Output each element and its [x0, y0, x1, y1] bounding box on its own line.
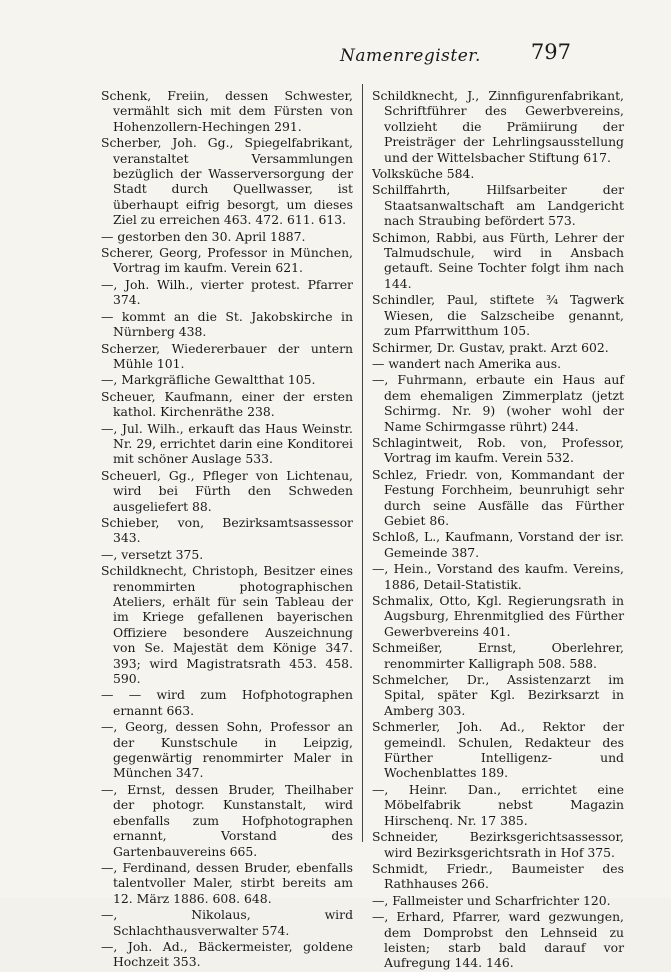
index-entry: —, Hein., Vorstand des kaufm. Vereins, 1886, Detail-Statistik.: [372, 561, 624, 592]
index-entry: —, Ferdinand, dessen Bruder, ebenfalls talentvoller Maler, stirbt bereits am 12. März 1886. 608. 648.: [101, 859, 353, 906]
index-entry: Scherer, Georg, Professor in München, Vortrag im kaufm. Verein 621.: [101, 245, 353, 276]
index-entry: Schimon, Rabbi, aus Fürth, Lehrer der Talmudschule, wird in Ansbach getauft. Seine Tochter folgt ihm nach 144.: [372, 229, 624, 291]
index-entry: Schilffahrth, Hilfsarbeiter der Staatsanwaltschaft am Landgericht nach Straubing befördert 573.: [372, 182, 624, 229]
index-entry: — wandert nach Amerika aus.: [372, 355, 562, 371]
index-entry: Schenk, Freiin, dessen Schwester, vermählt sich mit dem Fürsten von Hohenzollern-Hechingen 291.: [101, 88, 353, 134]
index-entry: Schirmer, Dr. Gustav, prakt. Arzt 602.: [372, 339, 609, 355]
index-entry: Schmidt, Friedr., Baumeister des Rathhauses 266.: [372, 860, 624, 892]
index-entry: Schneider, Bezirksgerichtsassessor, wird Bezirksgerichtsrath in Hof 375.: [372, 829, 624, 860]
index-entry: Schmelcher, Dr., Assistenzarzt im Spital, später Kgl. Bezirksarzt in Amberg 303.: [372, 672, 624, 718]
index-entry: —, Markgräfliche Gewaltthat 105.: [101, 372, 316, 388]
index-entry: Schmeißer, Ernst, Oberlehrer, renommirter Kalligraph 508. 588.: [372, 640, 624, 671]
index-entry: Scherber, Joh. Gg., Spiegelfabrikant, veranstaltet Versammlungen bezüglich der Wasserversorgung der Stadt durch Quellwasser, ist überhaupt eifrig besorgt, um dieses Ziel zu erreichen 463. 472. 611. 613.: [101, 135, 353, 228]
index-entry: —, Jul. Wilh., erkauft das Haus Weinstr. Nr. 29, errichtet darin eine Konditorei mit schöner Auslage 533.: [101, 420, 353, 467]
index-entry: Schlagintweit, Rob. von, Professor, Vortrag im kaufm. Verein 532.: [372, 434, 624, 466]
index-entry: Scheuer, Kaufmann, einer der ersten kathol. Kirchenräthe 238.: [101, 388, 353, 420]
index-entry: — — wird zum Hofphotographen ernannt 663.: [101, 687, 353, 718]
index-entry: —, Fuhrmann, erbaute ein Haus auf dem ehemaligen Zimmerplatz (jetzt Schirmg. Nr. 9) (woher wohl der Name Schirmgasse rührt) 244.: [372, 372, 624, 434]
index-entry: —, versetzt 375.: [101, 546, 204, 562]
page-header: [100, 40, 571, 70]
column-divider: [362, 84, 363, 842]
index-entry: Schloß, L., Kaufmann, Vorstand der isr. Gemeinde 387.: [372, 529, 624, 560]
left-column: [101, 88, 353, 971]
index-entry: Schmerler, Joh. Ad., Rektor der gemeindl. Schulen, Redakteur des Fürther Intelligenz- und Wochenblattes 189.: [372, 719, 624, 781]
index-entry: —, Joh. Wilh., vierter protest. Pfarrer 374.: [101, 276, 353, 308]
index-entry: Scheuerl, Gg., Pfleger von Lichtenau, wird bei Fürth den Schweden ausgeliefert 88.: [101, 467, 353, 514]
index-entry: —, Ernst, dessen Bruder, Theilhaber der photogr. Kunstanstalt, wird ebenfalls zum Hofphotographen ernannt, Vorstand des Gartenbauvereins 665.: [101, 781, 353, 859]
index-entry: Schmalix, Otto, Kgl. Regierungsrath in Augsburg, Ehrenmitglied des Fürther Gewerbvereins 401.: [372, 593, 624, 639]
index-entry: Volksküche 584.: [372, 166, 475, 182]
index-entry: Schildknecht, Christoph, Besitzer eines renommirten photographischen Ateliers, erhält für sein Tableau der im Kriege gefallenen bayerischen Offiziere besondere Auszeichnung von Se. Majestät dem Könige 347. 393; wird Magistratsrath 453. 458. 590.: [101, 563, 353, 687]
index-entry: — kommt an die St. Jakobskirche in Nürnberg 438.: [101, 308, 353, 340]
index-entry: Schindler, Paul, stiftete ¾ Tagwerk Wiesen, die Salzscheibe genannt, zum Pfarrwitthum 105.: [372, 292, 624, 339]
index-entry: Scherzer, Wiedererbauer der untern Mühle 101.: [101, 340, 353, 371]
index-entry: —, Joh. Ad., Bäckermeister, goldene Hochzeit 353.: [101, 938, 353, 970]
index-entry: Schildknecht, J., Zinnfigurenfabrikant, Schriftführer des Gewerbvereins, vollzieht die Prämiirung der Preisträger der Lehrlingsausstellung und der Wittelsbacher Stiftung 617.: [372, 88, 624, 165]
index-entry: —, Georg, dessen Sohn, Professor an der Kunstschule in Leipzig, gegenwärtig renommirter Maler in München 347.: [101, 719, 353, 781]
index-entry: —, Erhard, Pfarrer, ward gezwungen, dem Domprobst den Lehnseid zu leisten; starb bald darauf vor Aufregung 144. 146.: [372, 909, 624, 971]
index-entry: — gestorben den 30. April 1887.: [101, 228, 306, 244]
running-title: Namenregister.: [340, 46, 481, 66]
index-entry: Schieber, von, Bezirksamtsassessor 343.: [101, 514, 353, 546]
page-number: 797: [530, 40, 571, 64]
index-entry: —, Heinr. Dan., errichtet eine Möbelfabrik nebst Magazin Hirschenq. Nr. 17 385.: [372, 781, 624, 828]
index-entry: —, Nikolaus, wird Schlachthausverwalter 574.: [101, 907, 353, 938]
index-entry: Schlez, Friedr. von, Kommandant der Festung Forchheim, beunruhigt sehr durch seine Ausfälle das Fürther Gebiet 86.: [372, 466, 624, 528]
right-column: [372, 88, 624, 972]
index-entry: —, Fallmeister und Scharfrichter 120.: [372, 892, 611, 908]
